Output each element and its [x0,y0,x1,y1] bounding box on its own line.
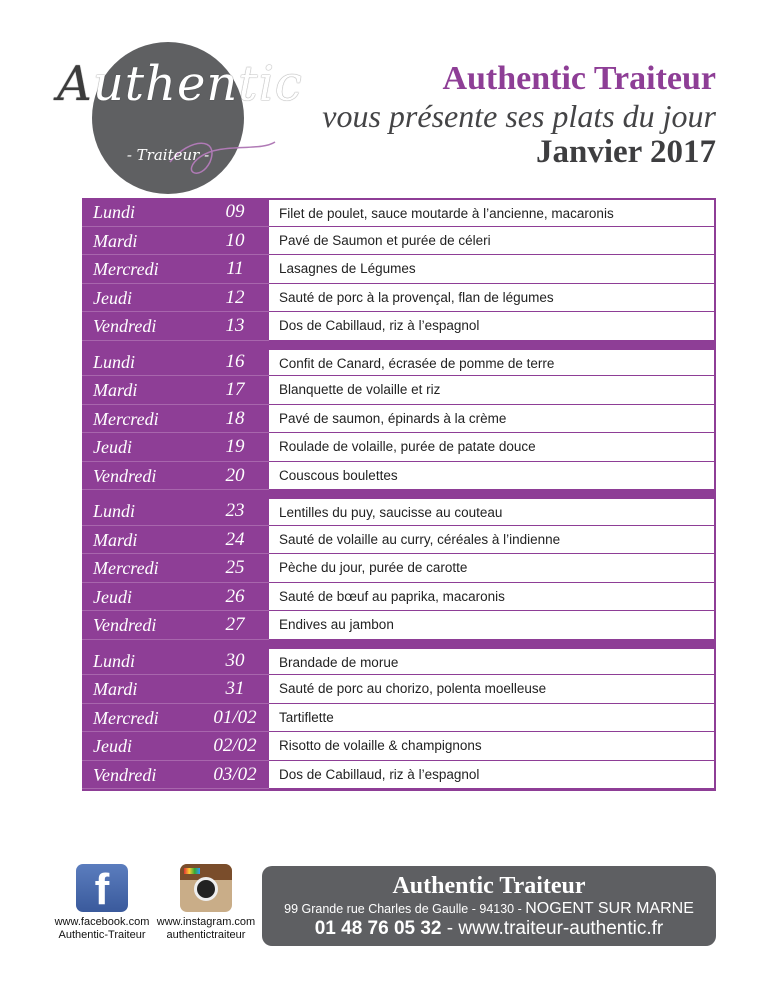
day-date: 12 [225,286,245,308]
dish-cell: Endives au jambon [269,611,716,640]
day-name: Mardi [93,679,138,699]
page-title: Authentic Traiteur [442,60,716,97]
day-date: 13 [225,315,245,336]
dish-cell: Confit de Canard, écrasée de pomme de terre [269,348,716,377]
day-cell [82,255,269,284]
day-cell [82,497,269,526]
menu-row [82,433,716,462]
instagram-url: www.instagram.com [156,916,256,928]
day-name: Vendredi [93,316,157,336]
day-name: Lundi [93,202,136,222]
menu-week [82,198,716,348]
day-date: 09 [225,201,245,222]
dish-cell: Filet de poulet, sauce moutarde à l’ancienne, macaronis [269,198,716,227]
day-date: 31 [225,678,245,699]
day-name: Lundi [93,650,136,671]
day-cell [82,348,269,377]
day-cell [82,405,269,434]
menu-row [82,405,716,434]
dish-cell: Pavé de saumon, épinards à la crème [269,405,716,434]
dish-cell: Roulade de volaille, purée de patate douce [269,433,716,462]
day-date: 20 [225,464,245,486]
instagram-link[interactable] [156,864,256,942]
day-cell [82,732,269,761]
facebook-handle: Authentic-Traiteur [58,929,146,941]
day-date: 26 [225,585,245,607]
day-cell [82,704,269,733]
dish-cell: Sauté de bœuf au paprika, macaronis [269,583,716,612]
day-date: 11 [226,258,244,279]
menu-row [82,675,716,704]
menu-row [82,583,716,612]
day-date: 19 [225,436,245,457]
menu-week [82,348,716,498]
menu-month: Janvier 2017 [536,134,716,170]
day-cell [82,647,269,676]
day-cell [82,554,269,583]
menu-row [82,227,716,256]
day-name: Jeudi [93,586,132,607]
day-name: Jeudi [93,437,132,457]
facebook-link[interactable] [52,864,152,942]
dish-cell: Lentilles du puy, saucisse au couteau [269,497,716,526]
dish-cell: Blanquette de volaille et riz [269,376,716,405]
footer-contact: 01 48 76 05 32 - www.traiteur-authentic.fr [314,918,664,939]
day-date: 10 [225,229,245,251]
day-name: Mardi [93,529,138,550]
day-cell [82,198,269,227]
day-date: 25 [225,557,245,578]
footer-address: 99 Grande rue Charles de Gaulle - 94130 - NOGENT SUR MARNE [284,900,694,917]
menu-row [82,704,716,733]
dish-cell: Dos de Cabillaud, riz à l’espagnol [269,312,716,341]
day-cell [82,284,269,313]
menu-row [82,312,716,341]
menu-row [82,497,716,526]
day-date: 01/02 [213,706,257,728]
day-name: Jeudi [93,287,132,308]
dish-cell: Dos de Cabillaud, riz à l’espagnol [269,761,716,790]
menu-row [82,348,716,377]
day-date: 30 [225,649,245,671]
day-date: 02/02 [213,735,257,756]
day-cell [82,611,269,640]
menu-row [82,647,716,676]
logo-subtitle: - Traiteur - [126,146,210,164]
menu-row [82,376,716,405]
menu-row [82,554,716,583]
menu-table [82,198,716,791]
day-name: Mercredi [93,707,159,728]
page-subtitle: vous présente ses plats du jour [322,98,716,134]
day-date: 27 [225,614,245,635]
dish-cell: Lasagnes de Légumes [269,255,716,284]
day-name: Vendredi [93,764,157,785]
day-name: Vendredi [93,465,157,486]
day-cell [82,376,269,405]
day-name: Lundi [93,351,136,372]
day-name: Mardi [93,230,138,251]
instagram-icon [180,864,232,912]
logo-wordmark: Authentic [57,56,303,112]
menu-row [82,526,716,555]
dish-cell: Sauté de porc au chorizo, polenta moelleuse [269,675,716,704]
phone-number[interactable]: 01 48 76 05 32 [314,918,442,939]
day-name: Vendredi [93,615,157,635]
footer-title: Authentic Traiteur [392,873,586,899]
menu-row [82,462,716,491]
day-cell [82,675,269,704]
dish-cell: Couscous boulettes [269,462,716,491]
day-name: Mercredi [93,408,159,429]
menu-row [82,255,716,284]
day-date: 16 [225,350,245,372]
dish-cell: Brandade de morue [269,647,716,676]
menu-row [82,611,716,640]
facebook-url: www.facebook.com [54,916,150,928]
day-date: 23 [225,500,245,521]
menu-row [82,761,716,790]
dish-cell: Sauté de porc à la provençal, flan de légumes [269,284,716,313]
day-name: Lundi [93,501,136,521]
day-name: Mercredi [93,259,159,279]
menu-row [82,284,716,313]
dish-cell: Tartiflette [269,704,716,733]
day-cell [82,462,269,491]
day-cell [82,761,269,790]
day-cell [82,583,269,612]
instagram-handle: authentictraiteur [166,929,246,941]
website-link[interactable]: www.traiteur-authentic.fr [458,918,664,939]
day-cell [82,227,269,256]
day-date: 24 [225,528,245,550]
dish-cell: Risotto de volaille & champignons [269,732,716,761]
day-date: 03/02 [213,763,257,785]
day-name: Mardi [93,380,138,400]
dish-cell: Sauté de volaille au curry, céréales à l’indienne [269,526,716,555]
menu-row [82,198,716,227]
day-cell [82,433,269,462]
contact-footer [262,866,716,946]
menu-week [82,647,716,792]
day-date: 18 [225,407,245,429]
facebook-icon: f [76,864,128,912]
dish-cell: Pèche du jour, purée de carotte [269,554,716,583]
day-name: Mercredi [93,558,159,578]
day-cell [82,312,269,341]
brand-logo [50,42,310,192]
dish-cell: Pavé de Saumon et purée de céleri [269,227,716,256]
menu-row [82,732,716,761]
day-cell [82,526,269,555]
menu-week [82,497,716,647]
day-name: Jeudi [93,736,132,756]
day-date: 17 [225,379,245,400]
